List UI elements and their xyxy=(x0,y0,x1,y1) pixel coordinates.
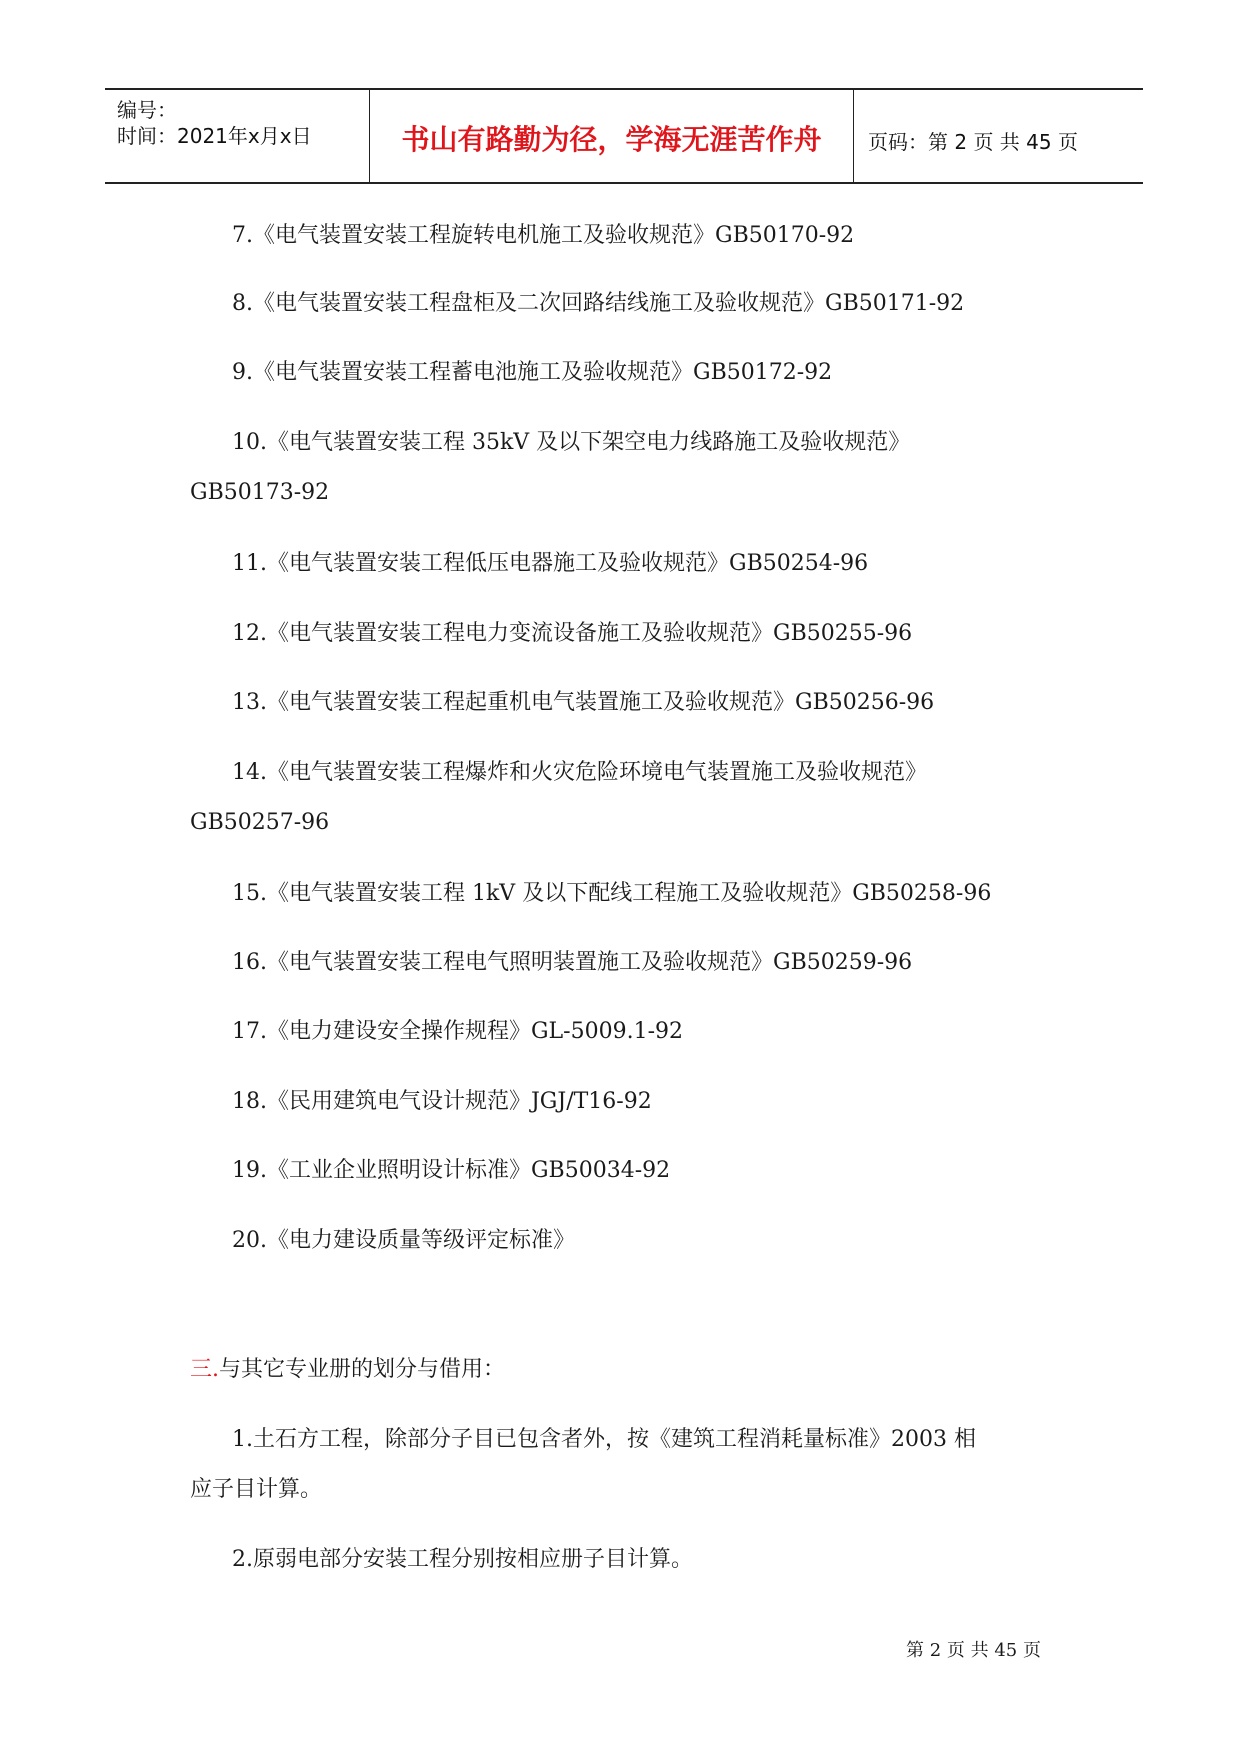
list-item: 7.《电气装置安装工程旋转电机施工及验收规范》GB50170-92 xyxy=(232,223,855,248)
section-heading xyxy=(190,1355,505,1385)
list-item: 14.《电气装置安装工程爆炸和火灾危险环境电气装置施工及验收规范》 xyxy=(232,760,927,785)
list-item: 16.《电气装置安装工程电气照明装置施工及验收规范》GB50259-96 xyxy=(232,950,913,975)
page-footer: 第 2 页 共 45 页 xyxy=(906,1640,1041,1661)
section-number: 三. xyxy=(190,1357,219,1382)
document-time-label: 时间：2021年x月x日 xyxy=(117,124,312,148)
list-item: 12.《电气装置安装工程电力变流设备施工及验收规范》GB50255-96 xyxy=(232,621,913,646)
list-item: 19.《工业企业照明设计标准》GB50034-92 xyxy=(232,1158,671,1183)
list-item: 18.《民用建筑电气设计规范》JGJ/T16-92 xyxy=(232,1089,652,1114)
list-item: 11.《电气装置安装工程低压电器施工及验收规范》GB50254-96 xyxy=(232,551,869,576)
header-right-cell xyxy=(854,90,1143,182)
section-title: 与其它专业册的划分与借用： xyxy=(219,1357,506,1382)
list-item-continuation: GB50257-96 xyxy=(190,810,330,835)
list-item-continuation: GB50173-92 xyxy=(190,480,330,505)
header-motto: 书山有路勤为径，学海无涯苦作舟 xyxy=(401,123,822,156)
section-item: 1.土石方工程，除部分子目已包含者外，按《建筑工程消耗量标准》2003 相 xyxy=(232,1427,976,1452)
list-item: 20.《电力建设质量等级评定标准》 xyxy=(232,1228,575,1253)
list-item: 9.《电气装置安装工程蓄电池施工及验收规范》GB50172-92 xyxy=(232,360,833,385)
list-item: 8.《电气装置安装工程盘柜及二次回路结线施工及验收规范》GB50171-92 xyxy=(232,291,965,316)
list-item: 17.《电力建设安全操作规程》GL-5009.1-92 xyxy=(232,1019,684,1044)
document-number-label: 编号： xyxy=(117,98,177,122)
header-middle-cell xyxy=(370,90,854,182)
section-item: 2.原弱电部分安装工程分别按相应册子目计算。 xyxy=(232,1547,693,1572)
header-left-cell xyxy=(105,90,370,182)
list-item: 15.《电气装置安装工程 1kV 及以下配线工程施工及验收规范》GB50258-96 xyxy=(232,881,992,906)
list-item: 10.《电气装置安装工程 35kV 及以下架空电力线路施工及验收规范》 xyxy=(232,430,911,455)
section-item-continuation: 应子目计算。 xyxy=(190,1477,323,1502)
header-page-label: 页码：第 2 页 共 45 页 xyxy=(868,130,1078,154)
document-header xyxy=(105,88,1143,184)
list-item: 13.《电气装置安装工程起重机电气装置施工及验收规范》GB50256-96 xyxy=(232,690,935,715)
